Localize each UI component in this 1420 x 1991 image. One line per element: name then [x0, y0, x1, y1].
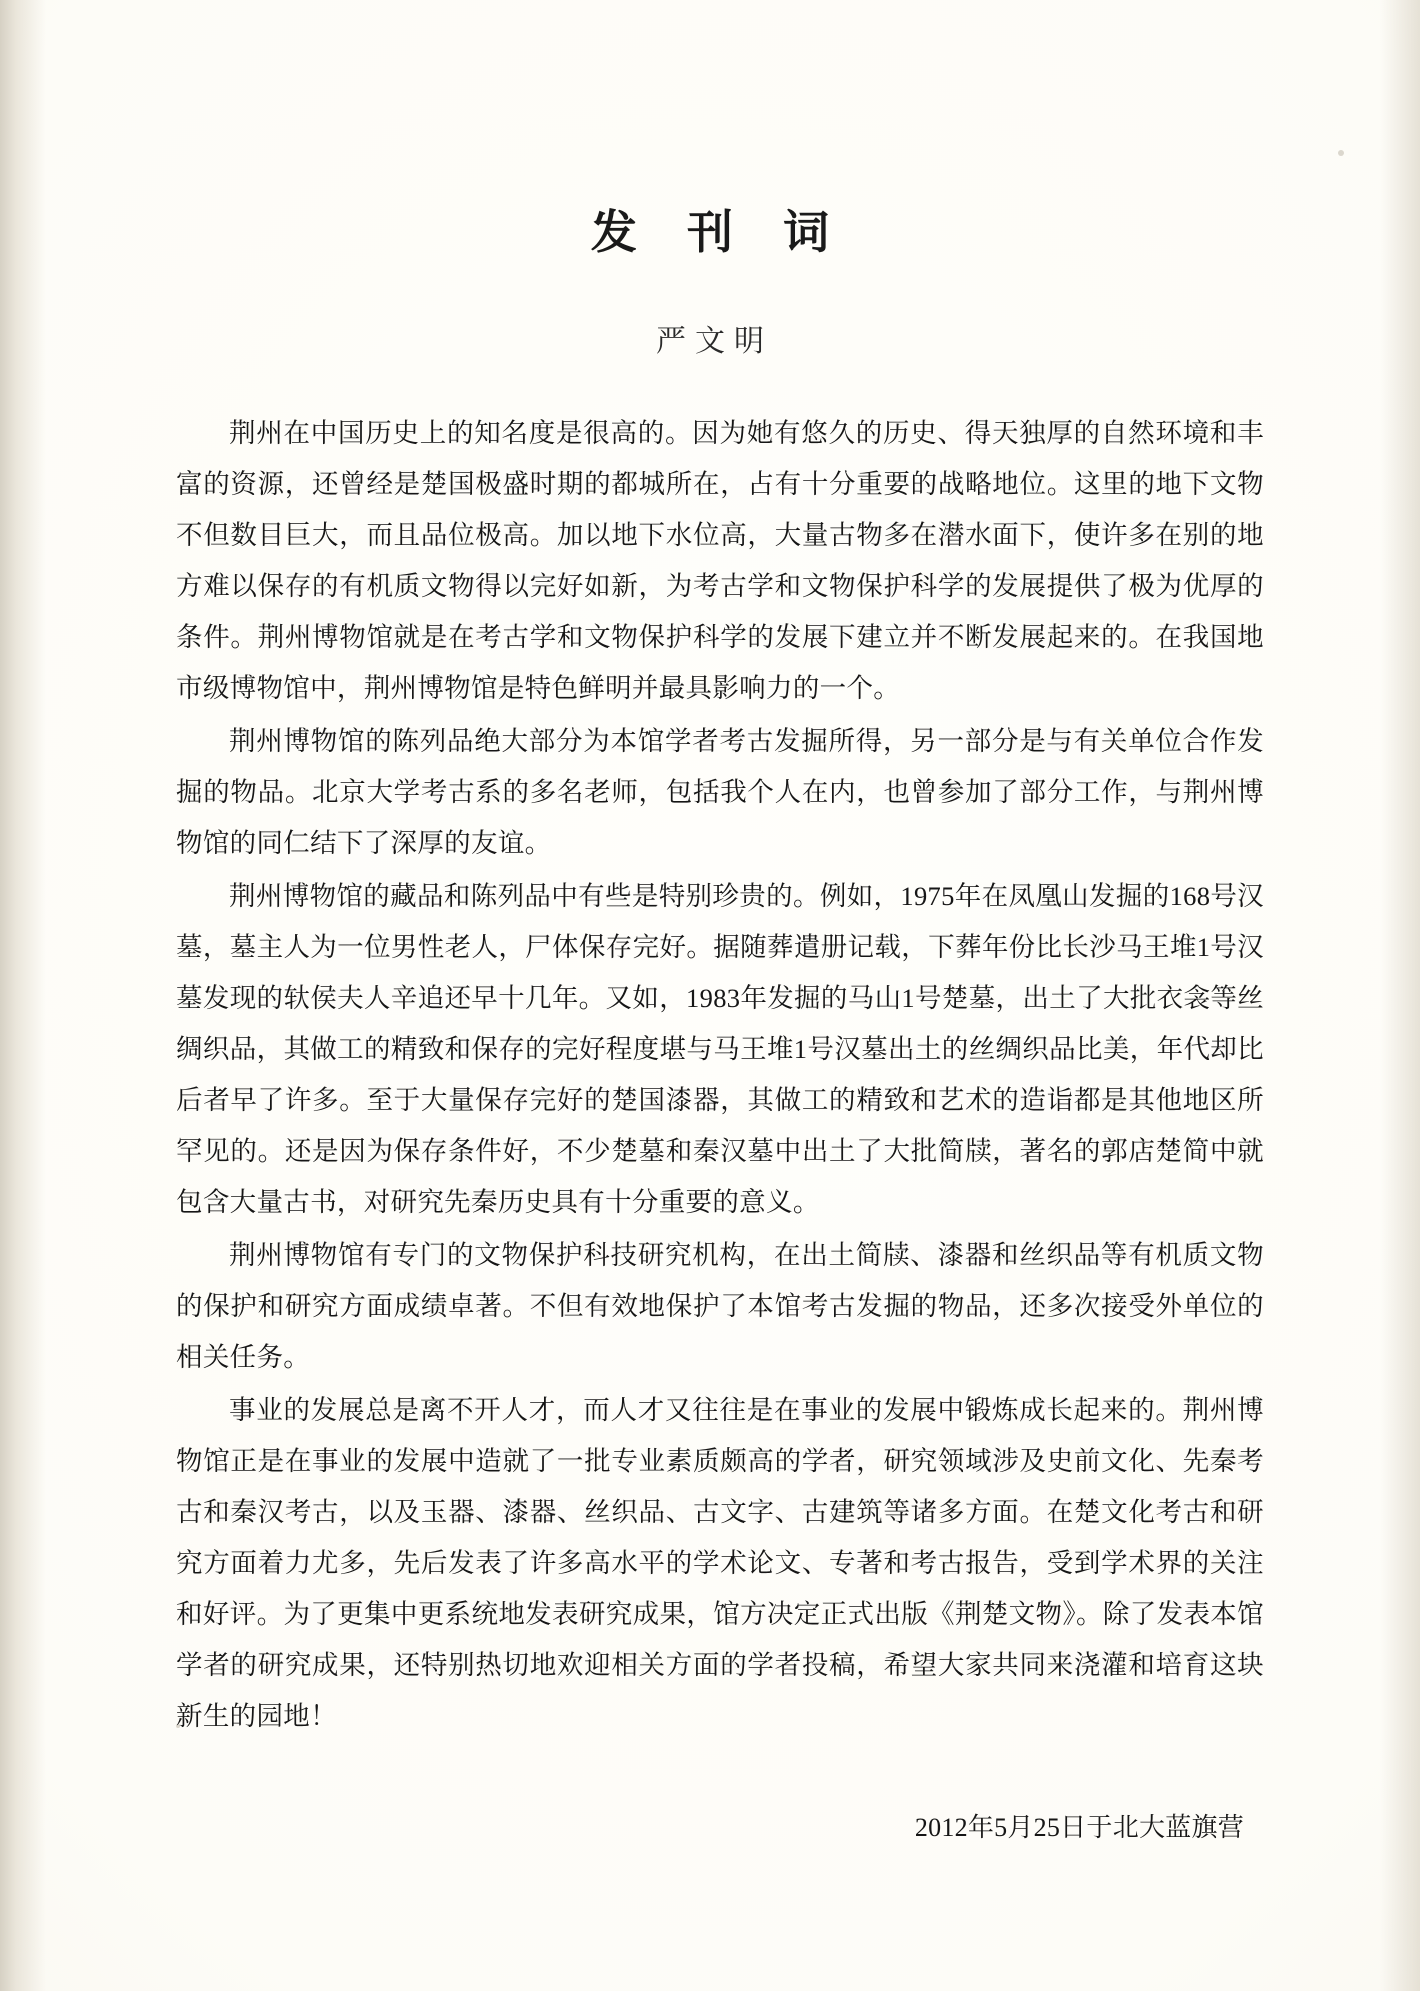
- paragraph: 荆州博物馆的藏品和陈列品中有些是特别珍贵的。例如，1975年在凤凰山发掘的168号汉墓，墓主人为一位男性老人，尸体保存完好。据随葬遣册记载，下葬年份比长沙马王堆1号汉墓发现的轪侯夫人辛追还早十几年。又如，1983年发掘的马山1号楚墓，出土了大批衣衾等丝绸织品，其做工的精致和保存的完好程度堪与马王堆1号汉墓出土的丝绸织品比美，年代却比后者早了许多。至于大量保存完好的楚国漆器，其做工的精致和艺术的造诣都是其他地区所罕见的。还是因为保存条件好，不少楚墓和秦汉墓中出土了大批简牍，著名的郭店楚简中就包含大量古书，对研究先秦历史具有十分重要的意义。: [176, 881, 1264, 1217]
- paragraph: 事业的发展总是离不开人才，而人才又往往是在事业的发展中锻炼成长起来的。荆州博物馆正是在事业的发展中造就了一批专业素质颇高的学者，研究领域涉及史前文化、先秦考古和秦汉考古，以及玉器、漆器、丝织品、古文字、古建筑等诸多方面。在楚文化考古和研究方面着力尤多，先后发表了许多高水平的学术论文、专著和考古报告，受到学术界的关注和好评。为了更集中更系统地发表研究成果，馆方决定正式出版《荆楚文物》。除了发表本馆学者的研究成果，还特别热切地欢迎相关方面的学者投稿，希望大家共同来浇灌和培育这块新生的园地！: [176, 1395, 1264, 1731]
- paragraph: 荆州在中国历史上的知名度是很高的。因为她有悠久的历史、得天独厚的自然环境和丰富的资源，还曾经是楚国极盛时期的都城所在，占有十分重要的战略地位。这里的地下文物不但数目巨大，而且品位极高。加以地下水位高，大量古物多在潜水面下，使许多在别的地方难以保存的有机质文物得以完好如新，为考古学和文物保护科学的发展提供了极为优厚的条件。荆州博物馆就是在考古学和文物保护科学的发展下建立并不断发展起来的。在我国地市级博物馆中，荆州博物馆是特色鲜明并最具影响力的一个。: [176, 418, 1264, 703]
- paragraph: 荆州博物馆有专门的文物保护科技研究机构，在出土简牍、漆器和丝织品等有机质文物的保护和研究方面成绩卓著。不但有效地保护了本馆考古发掘的物品，还多次接受外单位的相关任务。: [176, 1240, 1264, 1372]
- author-name: 严文明: [656, 325, 773, 358]
- scan-speck: [1338, 150, 1344, 156]
- page-title: 发 刊 词: [590, 207, 849, 258]
- paragraph: 荆州博物馆的陈列品绝大部分为本馆学者考古发掘所得，另一部分是与有关单位合作发掘的物品。北京大学考古系的多名老师，包括我个人在内，也曾参加了部分工作，与荆州博物馆的同仁结下了深厚的友谊。: [176, 726, 1264, 858]
- date-signoff: 2012年5月25日于北大蓝旗营: [914, 1813, 1244, 1842]
- page-content: [120, 0, 1300, 1991]
- article-body: [120, 360, 1300, 1742]
